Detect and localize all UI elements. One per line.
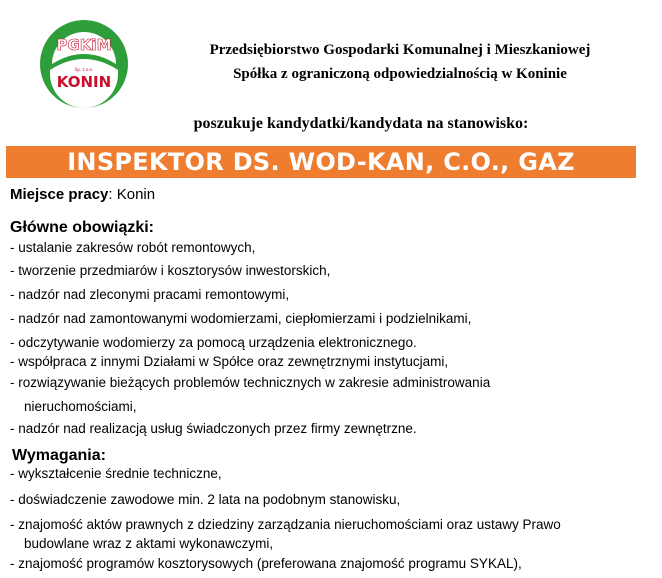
position-title-banner: INSPEKTOR DS. WOD-KAN, C.O., GAZ: [6, 146, 636, 178]
duty-item: - ustalanie zakresów robót remontowych,: [10, 240, 256, 255]
duty-item: - nadzór nad zleconymi pracami remontowymi,: [10, 287, 290, 302]
company-name-line2: Spółka z ograniczoną odpowiedzialnością w Koninie: [233, 66, 567, 82]
logo-small-text: Sp. z o.o.: [74, 67, 94, 72]
duties-title: Główne obowiązki:: [10, 219, 155, 236]
seeking-text: poszukuje kandydatki/kandydata na stanowisko:: [193, 115, 529, 132]
duty-item: - nadzór nad realizacją usług świadczonych przez firmy zewnętrzne.: [10, 421, 417, 436]
duty-item: - odczytywanie wodomierzy za pomocą urządzenia elektronicznego.: [10, 335, 417, 350]
workplace-label: Miejsce pracy: [10, 186, 109, 203]
requirements-title: Wymagania:: [12, 447, 106, 464]
workplace-value: : Konin: [108, 186, 156, 203]
requirement-item: - znajomość programów kosztorysowych (preferowana znajomość programu SYKAL),: [10, 556, 522, 571]
company-header: [150, 38, 650, 86]
requirement-item-continuation: budowlane wraz z aktami wykonawczymi,: [24, 536, 274, 551]
workplace: [10, 186, 155, 203]
company-logo: [38, 18, 130, 110]
requirement-item: - znajomość aktów prawnych z dziedziny zarządzania nieruchomościami oraz ustawy Prawo: [10, 517, 561, 532]
duty-item: - rozwiązywanie bieżących problemów technicznych w zakresie administrowania: [10, 375, 491, 390]
duty-item: - współpraca z innymi Działami w Spółce oraz zewnętrznymi instytucjami,: [10, 354, 449, 369]
company-name-line1: Przedsiębiorstwo Gospodarki Komunalnej i Mieszkaniowej: [209, 42, 591, 58]
duty-item-continuation: nieruchomościami,: [24, 399, 137, 414]
logo-bottom-text: KONIN: [56, 73, 112, 91]
requirement-item: - wykształcenie średnie techniczne,: [10, 466, 222, 481]
duty-item: - tworzenie przedmiarów i kosztorysów inwestorskich,: [10, 263, 331, 278]
requirement-item: - doświadczenie zawodowe min. 2 lata na podobnym stanowisku,: [10, 492, 401, 507]
logo-top-text: PGKiM: [56, 36, 112, 54]
duty-item: - nadzór nad zamontowanymi wodomierzami, ciepłomierzami i podzielnikami,: [10, 311, 472, 326]
